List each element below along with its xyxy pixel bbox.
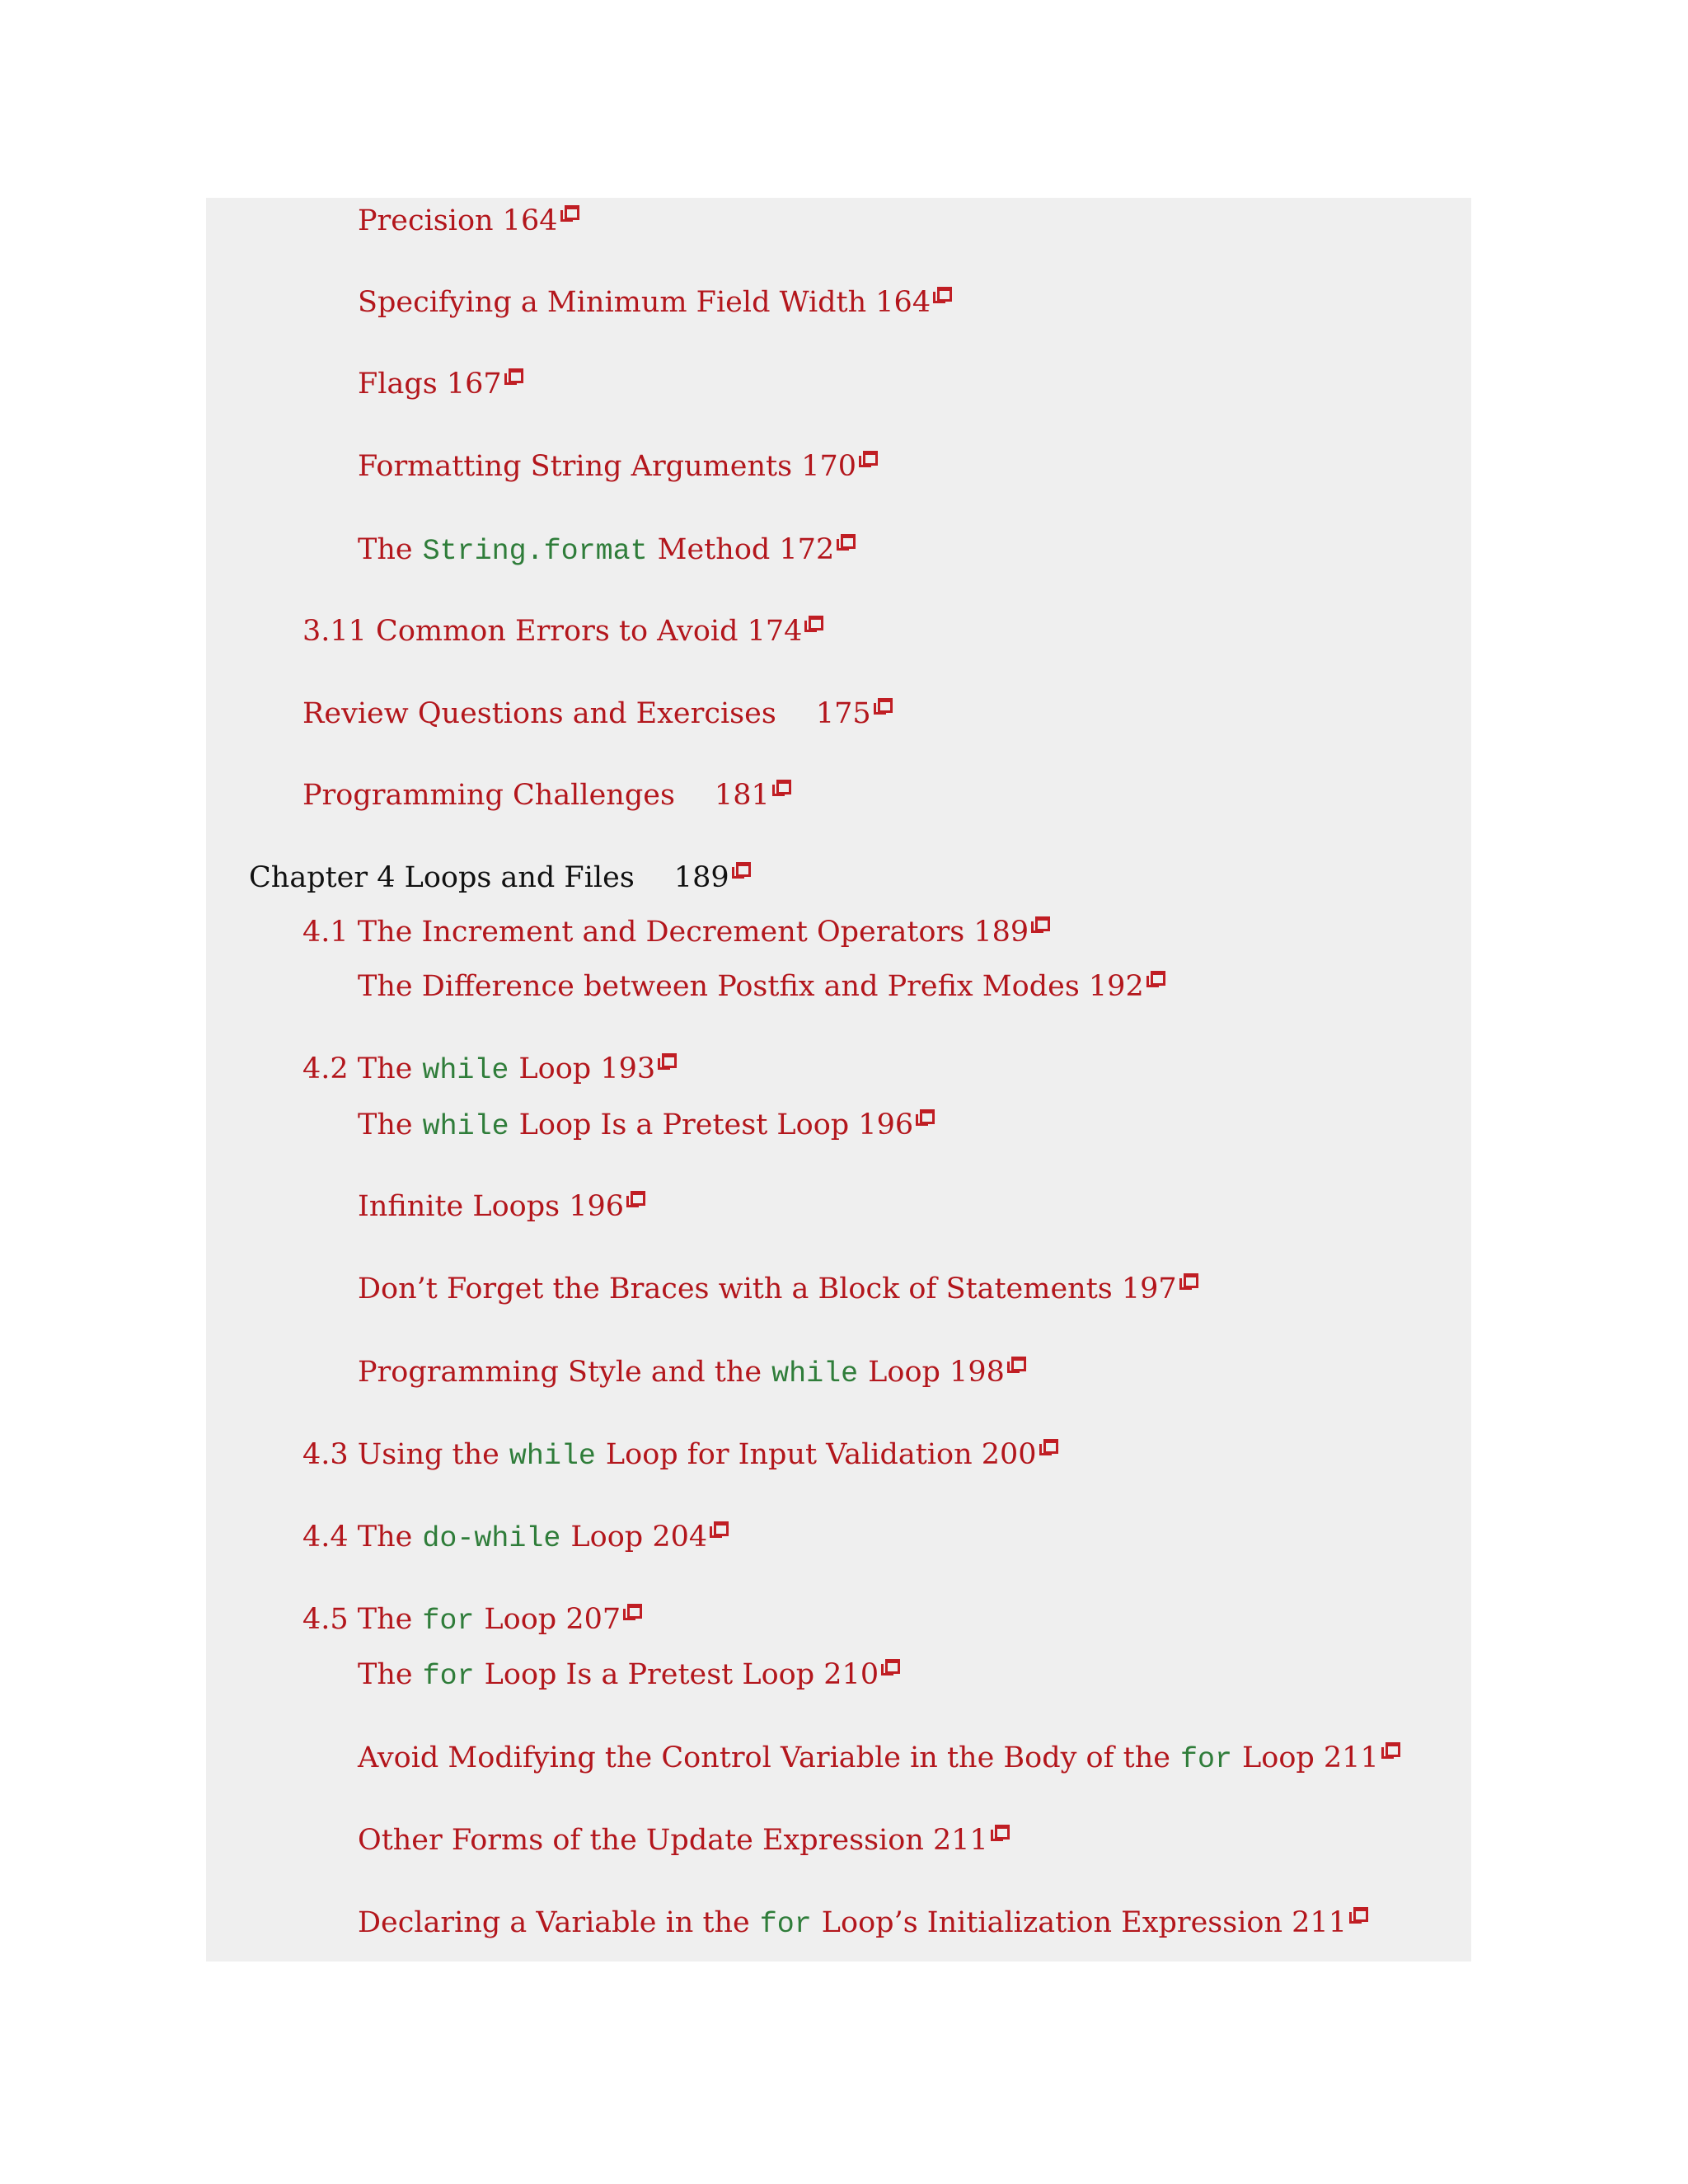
toc-entry-code: while bbox=[422, 1110, 509, 1143]
external-link-icon bbox=[772, 780, 789, 796]
toc-entry-text: Formatting String Arguments 170 bbox=[358, 450, 857, 483]
toc-entry-text-after: Loop 207 bbox=[484, 1603, 621, 1636]
external-link-icon bbox=[1179, 1273, 1196, 1290]
toc-entry-text-after: Loop 211 bbox=[1242, 1741, 1379, 1774]
toc-entry-code: for bbox=[422, 1660, 475, 1693]
toc-section-link[interactable] bbox=[358, 450, 875, 483]
toc-entry-text: Declaring a Variable in the bbox=[358, 1906, 750, 1939]
external-link-icon bbox=[804, 616, 821, 632]
external-link-icon bbox=[1039, 1439, 1056, 1455]
external-link-icon bbox=[859, 451, 875, 467]
toc-entry-text-after: Loop 198 bbox=[868, 1356, 1005, 1389]
toc-entry-code: String.format bbox=[422, 535, 648, 568]
toc-entry-text: Chapter 4 Loops and Files bbox=[249, 861, 635, 894]
external-link-icon bbox=[1381, 1742, 1398, 1759]
toc-entry-code: while bbox=[422, 1054, 509, 1087]
toc-chapter-link[interactable] bbox=[249, 861, 748, 894]
toc-section-link[interactable] bbox=[358, 1190, 643, 1223]
toc-section-link[interactable] bbox=[302, 916, 1048, 949]
toc-section-link[interactable] bbox=[358, 1356, 1024, 1390]
toc-section-link[interactable] bbox=[358, 533, 853, 568]
external-link-icon bbox=[837, 534, 853, 551]
toc-entry-code: while bbox=[509, 1440, 596, 1473]
toc-entry-text-after: Loop’s Initialization Expression 211 bbox=[821, 1906, 1347, 1939]
external-link-icon bbox=[1146, 971, 1163, 987]
toc-section-link[interactable] bbox=[358, 1108, 932, 1143]
toc-section-link[interactable] bbox=[302, 1521, 726, 1555]
toc-entry-text: The Difference between Postfix and Prefix Modes 192 bbox=[358, 970, 1144, 1003]
external-link-icon bbox=[874, 698, 890, 715]
external-link-icon bbox=[560, 205, 577, 222]
toc-section-link[interactable] bbox=[358, 1906, 1366, 1941]
external-link-icon bbox=[916, 1109, 932, 1126]
toc-section-link[interactable] bbox=[358, 970, 1163, 1003]
external-link-icon bbox=[504, 368, 521, 385]
toc-section-link[interactable] bbox=[302, 1603, 640, 1638]
toc-entry-text: The bbox=[358, 533, 413, 566]
toc-entry-text: Other Forms of the Update Expression 211 bbox=[358, 1824, 988, 1857]
toc-entry-text: 3.11 Common Errors to Avoid 174 bbox=[302, 615, 803, 648]
external-link-icon bbox=[626, 1191, 643, 1207]
toc-entry-text: Avoid Modifying the Control Variable in the Body of the bbox=[358, 1741, 1170, 1774]
toc-section-link[interactable] bbox=[358, 1658, 898, 1693]
toc-entry-text: Don’t Forget the Braces with a Block of Statements 197 bbox=[358, 1272, 1177, 1305]
toc-section-link[interactable] bbox=[302, 697, 890, 730]
toc-entry-text-after: Loop 204 bbox=[570, 1521, 708, 1554]
external-link-icon bbox=[623, 1604, 640, 1620]
toc-entry-code: for bbox=[759, 1908, 812, 1941]
toc-entry-text: 4.5 The bbox=[302, 1603, 413, 1636]
external-link-icon bbox=[710, 1521, 726, 1538]
toc-entry-page: 189 bbox=[673, 861, 729, 894]
toc-section-link[interactable] bbox=[358, 1272, 1196, 1305]
external-link-icon bbox=[933, 287, 950, 303]
external-link-icon bbox=[881, 1659, 898, 1675]
toc-entry-text: Specifying a Minimum Field Width 164 bbox=[358, 286, 931, 319]
toc-entry-text: Infinite Loops 196 bbox=[358, 1190, 625, 1223]
toc-entry-text: Flags 167 bbox=[358, 368, 502, 401]
toc-section-link[interactable] bbox=[358, 286, 950, 319]
toc-entry-text-after: Loop 193 bbox=[518, 1052, 656, 1085]
toc-section-link[interactable] bbox=[302, 615, 821, 648]
toc-entry-text: Programming Challenges bbox=[302, 779, 675, 812]
external-link-icon bbox=[732, 862, 748, 879]
toc-entry-text-after: Loop Is a Pretest Loop 210 bbox=[484, 1658, 879, 1691]
toc-entry-text: Programming Style and the bbox=[358, 1356, 762, 1389]
toc-entry-text: The bbox=[358, 1658, 413, 1691]
toc-entry-text: 4.4 The bbox=[302, 1521, 413, 1554]
toc-entry-text: Review Questions and Exercises bbox=[302, 697, 776, 730]
external-link-icon bbox=[1031, 916, 1048, 933]
toc-section-link[interactable] bbox=[302, 1052, 674, 1087]
toc-entry-code: do-while bbox=[422, 1522, 561, 1555]
toc-entry-code: for bbox=[1179, 1743, 1232, 1776]
external-link-icon bbox=[658, 1053, 674, 1070]
toc-entry-text: Precision 164 bbox=[358, 204, 558, 237]
toc-entry-text-after: Method 172 bbox=[657, 533, 835, 566]
toc-entry-code: while bbox=[771, 1357, 859, 1390]
toc-entry-text: 4.1 The Increment and Decrement Operators 189 bbox=[302, 916, 1029, 949]
toc-section-link[interactable] bbox=[302, 779, 789, 812]
toc-entry-text-after: Loop for Input Validation 200 bbox=[605, 1438, 1037, 1471]
toc-section-link[interactable] bbox=[358, 204, 577, 237]
toc-section-link[interactable] bbox=[358, 368, 521, 401]
toc-entry-page: 181 bbox=[714, 779, 770, 812]
toc-entry-text: 4.2 The bbox=[302, 1052, 413, 1085]
toc-section-link[interactable] bbox=[302, 1438, 1056, 1473]
external-link-icon bbox=[1007, 1357, 1024, 1373]
external-link-icon bbox=[991, 1825, 1007, 1841]
toc-entry-text: 4.3 Using the bbox=[302, 1438, 499, 1471]
toc-section-link[interactable] bbox=[358, 1824, 1007, 1857]
external-link-icon bbox=[1349, 1907, 1366, 1924]
toc-entry-text-after: Loop Is a Pretest Loop 196 bbox=[518, 1108, 914, 1141]
toc-entry-text: The bbox=[358, 1108, 413, 1141]
toc-section-link[interactable] bbox=[358, 1741, 1398, 1776]
toc-entry-page: 175 bbox=[815, 697, 871, 730]
toc-entry-code: for bbox=[422, 1605, 475, 1638]
